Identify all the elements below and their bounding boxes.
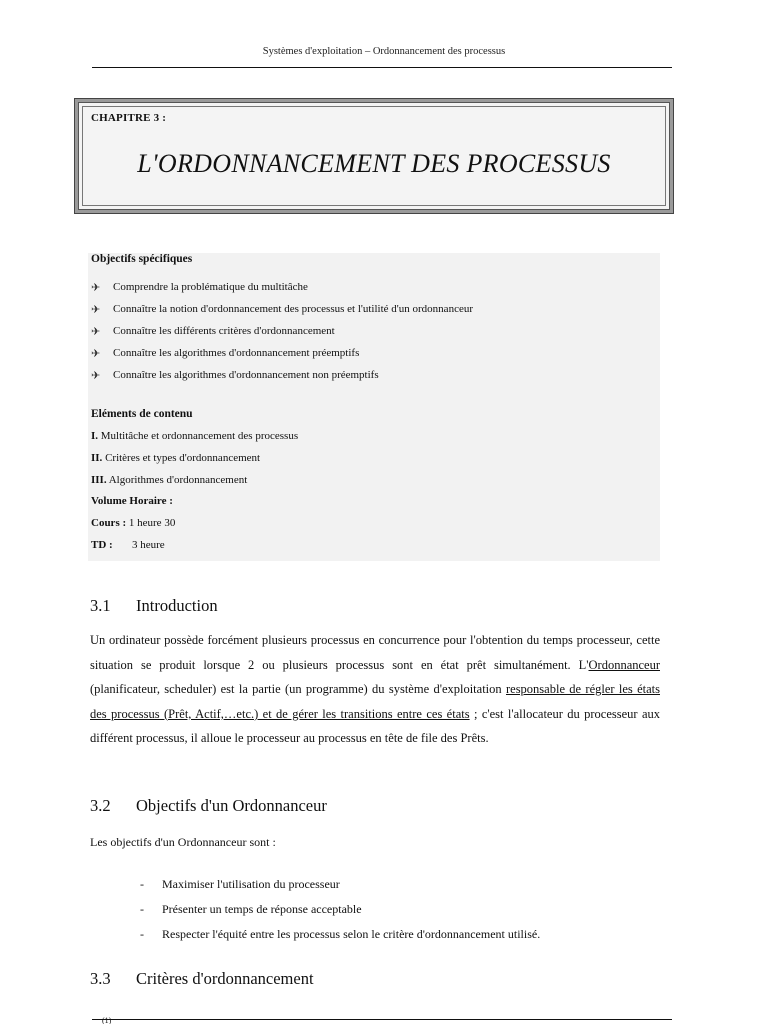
objective-item [91,364,473,386]
airplane-bullet-icon: ✈ [91,325,101,338]
intro-paragraph [90,628,660,751]
cours-value: 1 heure 30 [126,517,176,529]
content-prefix: II. [91,452,103,464]
volume-label: Volume Horaire : [91,495,173,507]
footnote-mark: (1) [102,1016,112,1024]
list-item [140,922,540,947]
dash-bullet-icon: - [140,927,144,941]
section-number: 3.3 [90,969,111,988]
content-line-3 [91,474,247,486]
chapter-box [78,102,670,210]
td-label: TD : [91,539,113,551]
section-title: Critères d'ordonnancement [136,969,314,988]
intro-text-3: ; c'est l'allocateur du processeur aux différent processus, il alloue le processeur au processus en tête de file des Prêts. [90,706,660,746]
chapter-title: L'ORDONNANCEMENT DES PROCESSUS [137,149,611,178]
section-title: Introduction [136,596,218,615]
section-title: Objectifs d'un Ordonnanceur [136,796,327,815]
objective-item [91,276,473,298]
ordonnanceur-term: Ordonnanceur [588,657,660,672]
content-prefix: I. [91,430,99,442]
intro-underlined-text: responsable de régler les états des processus (Prêt, Actif,…etc.) et de gérer les transitions entre ces états [90,682,660,721]
airplane-bullet-icon: ✈ [91,369,101,382]
section-heading-3-2 [90,796,327,816]
objective-text: Connaître les algorithmes d'ordonnancement non préemptifs [113,369,379,381]
objective-item [91,298,473,320]
content-prefix: III. [91,474,107,486]
list-item-text: Présenter un temps de réponse acceptable [162,902,362,916]
header-rule [92,67,672,68]
objective-text: Comprendre la problématique du multitâche [113,281,308,293]
contents-heading: Eléments de contenu [91,408,193,420]
list-item-text: Respecter l'équité entre les processus selon le critère d'ordonnancement utilisé. [162,927,541,941]
dash-bullet-icon: - [140,877,144,891]
running-header: Systèmes d'exploitation – Ordonnancement des processus [262,46,506,57]
volume-horaire [91,495,173,507]
airplane-bullet-icon: ✈ [91,281,101,294]
list-item-text: Maximiser l'utilisation du processeur [162,877,340,891]
section-number: 3.1 [90,596,111,615]
content-text: Algorithmes d'ordonnancement [106,474,248,486]
td-line [91,539,165,551]
objectives-heading: Objectifs spécifiques [91,253,193,265]
content-text: Multitâche et ordonnancement des processus [98,430,299,442]
section-number: 3.2 [90,796,111,815]
content-line-2 [91,452,260,464]
objective-item [91,320,473,342]
td-value: 3 heure [132,539,165,551]
intro-text-1: Un ordinateur possède forcément plusieurs processus en concurrence pour l'obtention du temps processeur, cette situation se produit lorsque 2 ou plusieurs processus sont en état prêt simultanément. L' [90,633,660,672]
chapter-label: CHAPITRE 3 : [91,112,167,124]
objective-text: Connaître les différents critères d'ordonnancement [113,325,335,337]
objectifs-lead: Les objectifs d'un Ordonnanceur sont : [90,835,276,849]
airplane-bullet-icon: ✈ [91,347,101,360]
section-heading-3-1 [90,596,218,616]
objectives-list [91,276,473,386]
objective-text: Connaître la notion d'ordonnancement des processus et l'utilité d'un ordonnanceur [113,303,473,315]
airplane-bullet-icon: ✈ [91,303,101,316]
objectifs-list [140,872,540,947]
intro-text-2: (planificateur, scheduler) est la partie (un programme) du système d'exploitation [90,682,506,697]
list-item [140,897,540,922]
objective-text: Connaître les algorithmes d'ordonnancement préemptifs [113,347,360,359]
list-item [140,872,540,897]
section-heading-3-3 [90,969,314,989]
objective-item [91,342,473,364]
content-line-1 [91,430,298,442]
cours-line [91,517,175,529]
dash-bullet-icon: - [140,902,144,916]
cours-label: Cours : [91,517,127,529]
footnote-rule [92,1019,672,1020]
objectives-panel [88,253,660,561]
content-text: Critères et types d'ordonnancement [102,452,261,464]
